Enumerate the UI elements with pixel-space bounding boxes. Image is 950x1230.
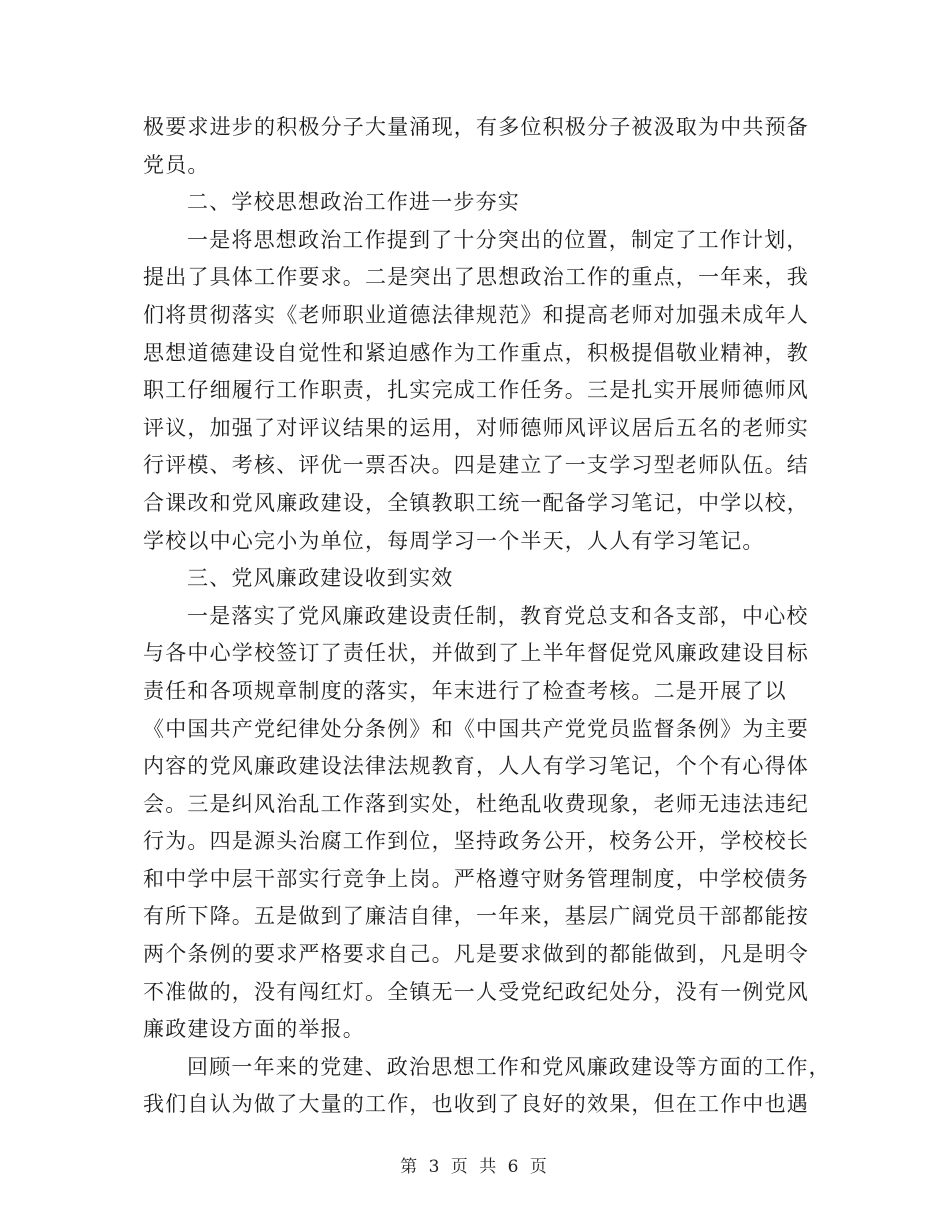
text-line: 合课改和党风廉政建设，全镇教职工统一配备学习笔记，中学以校， <box>143 490 809 515</box>
text-line: 我们自认为做了大量的工作，也收到了良好的效果，但在工作中也遇 <box>143 1092 809 1117</box>
text-line: 评议，加强了对评议结果的运用，对师德师风评议居后五名的老师实 <box>143 415 809 440</box>
text-line: 学校以中心完小为单位，每周学习一个半天，人人有学习笔记。 <box>143 528 765 553</box>
text-line: 党员。 <box>143 152 210 177</box>
text-line: 一是将思想政治工作提到了十分突出的位置，制定了工作计划， <box>187 227 809 252</box>
text-line: 内容的党风廉政建设法律法规教育，人人有学习笔记，个个有心得体 <box>143 754 809 779</box>
text-line: 极要求进步的积极分子大量涌现，有多位积极分子被汲取为中共预备 <box>143 115 809 139</box>
text-line: 和中学中层干部实行竞争上岗。严格遵守财务管理制度，中学校债务 <box>143 866 809 891</box>
text-line: 责任和各项规章制度的落实，年末进行了检查考核。二是开展了以 <box>143 678 787 703</box>
text-line: 回顾一年来的党建、政治思想工作和党风廉政建设等方面的工作， <box>187 1054 831 1079</box>
text-line: 不准做的，没有闯红灯。全镇无一人受党纪政纪处分，没有一例党风 <box>143 979 809 1004</box>
text-line: 提出了具体工作要求。二是突出了思想政治工作的重点，一年来，我 <box>143 265 809 290</box>
text-line: 会。三是纠风治乱工作落到实处，杜绝乱收费现象，老师无违法违纪 <box>143 791 809 816</box>
text-line: 两个条例的要求严格要求自己。凡是要求做到的都能做到，凡是明令 <box>143 942 809 967</box>
document-body <box>143 109 831 1124</box>
page-number-footer: 第 3 页 共 6 页 <box>400 1157 550 1177</box>
text-line: 行为。四是源头治腐工作到位，坚持政务公开，校务公开，学校校长 <box>143 829 809 854</box>
text-line: 《中国共产党纪律处分条例》和《中国共产党党员监督条例》为主要 <box>143 716 809 741</box>
text-line: 与各中心学校签订了责任状，并做到了上半年督促党风廉政建设目标 <box>143 641 809 666</box>
text-line: 职工仔细履行工作职责，扎实完成工作任务。三是扎实开展师德师风 <box>143 378 809 403</box>
text-line: 们将贯彻落实《老师职业道德法律规范》和提高老师对加强未成年人 <box>143 302 809 327</box>
text-line: 行评模、考核、评优一票否决。四是建立了一支学习型老师队伍。结 <box>143 453 809 478</box>
text-line: 廉政建设方面的举报。 <box>143 1017 365 1042</box>
text-line: 二、学校思想政治工作进一步夯实 <box>187 190 520 215</box>
text-line: 有所下降。五是做到了廉洁自律，一年来，基层广阔党员干部都能按 <box>143 904 809 929</box>
text-line: 三、党风廉政建设收到实效 <box>187 566 454 591</box>
text-line: 一是落实了党风廉政建设责任制，教育党总支和各支部，中心校 <box>187 603 809 628</box>
text-line: 思想道德建设自觉性和紧迫感作为工作重点，积极提倡敬业精神，教 <box>143 340 809 365</box>
